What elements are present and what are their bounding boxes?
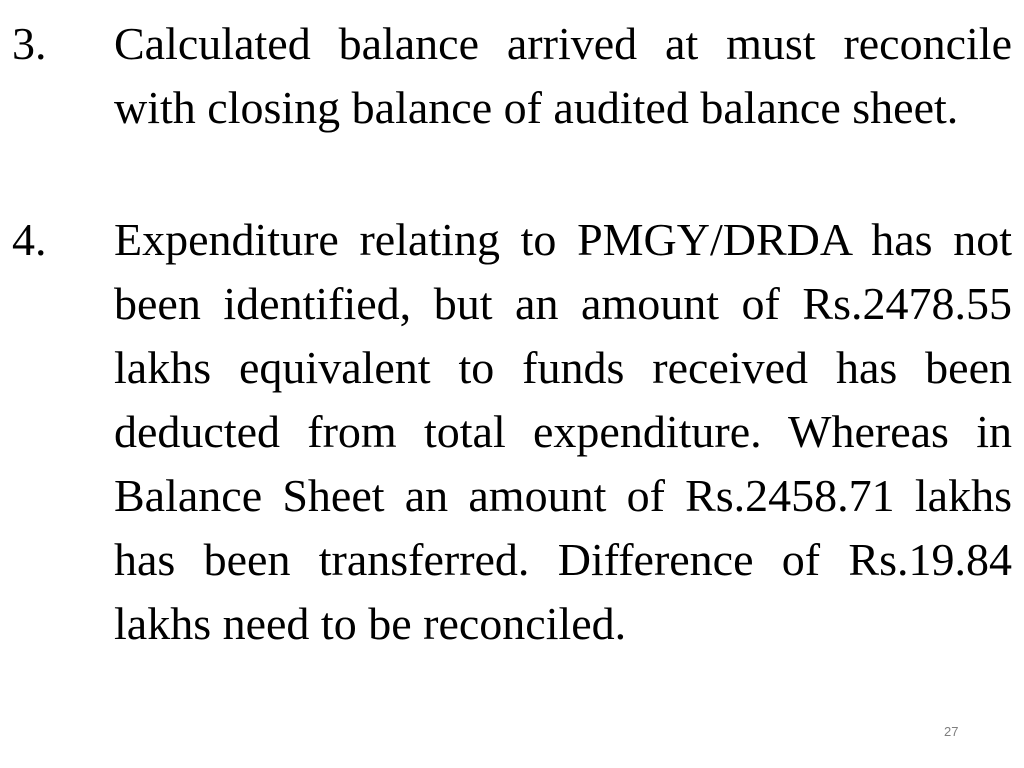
list-item-text: Calculated balance arrived at must reconcile with closing balance of audited balance sheet. (114, 18, 1012, 133)
list-item-number: 4. (12, 214, 47, 265)
list-item-number: 3. (12, 18, 47, 69)
list-item-text: Expenditure relating to PMGY/DRDA has not been identified, but an amount of Rs.2478.55 lakhs equivalent to funds received has been deducted from total expenditure. Whereas in Balance Sheet an amount of Rs.2458.71 lakhs has been transferred. Difference of Rs.19.84 lakhs need to be reconciled. (114, 214, 1012, 649)
page-number: 27 (944, 724, 959, 739)
